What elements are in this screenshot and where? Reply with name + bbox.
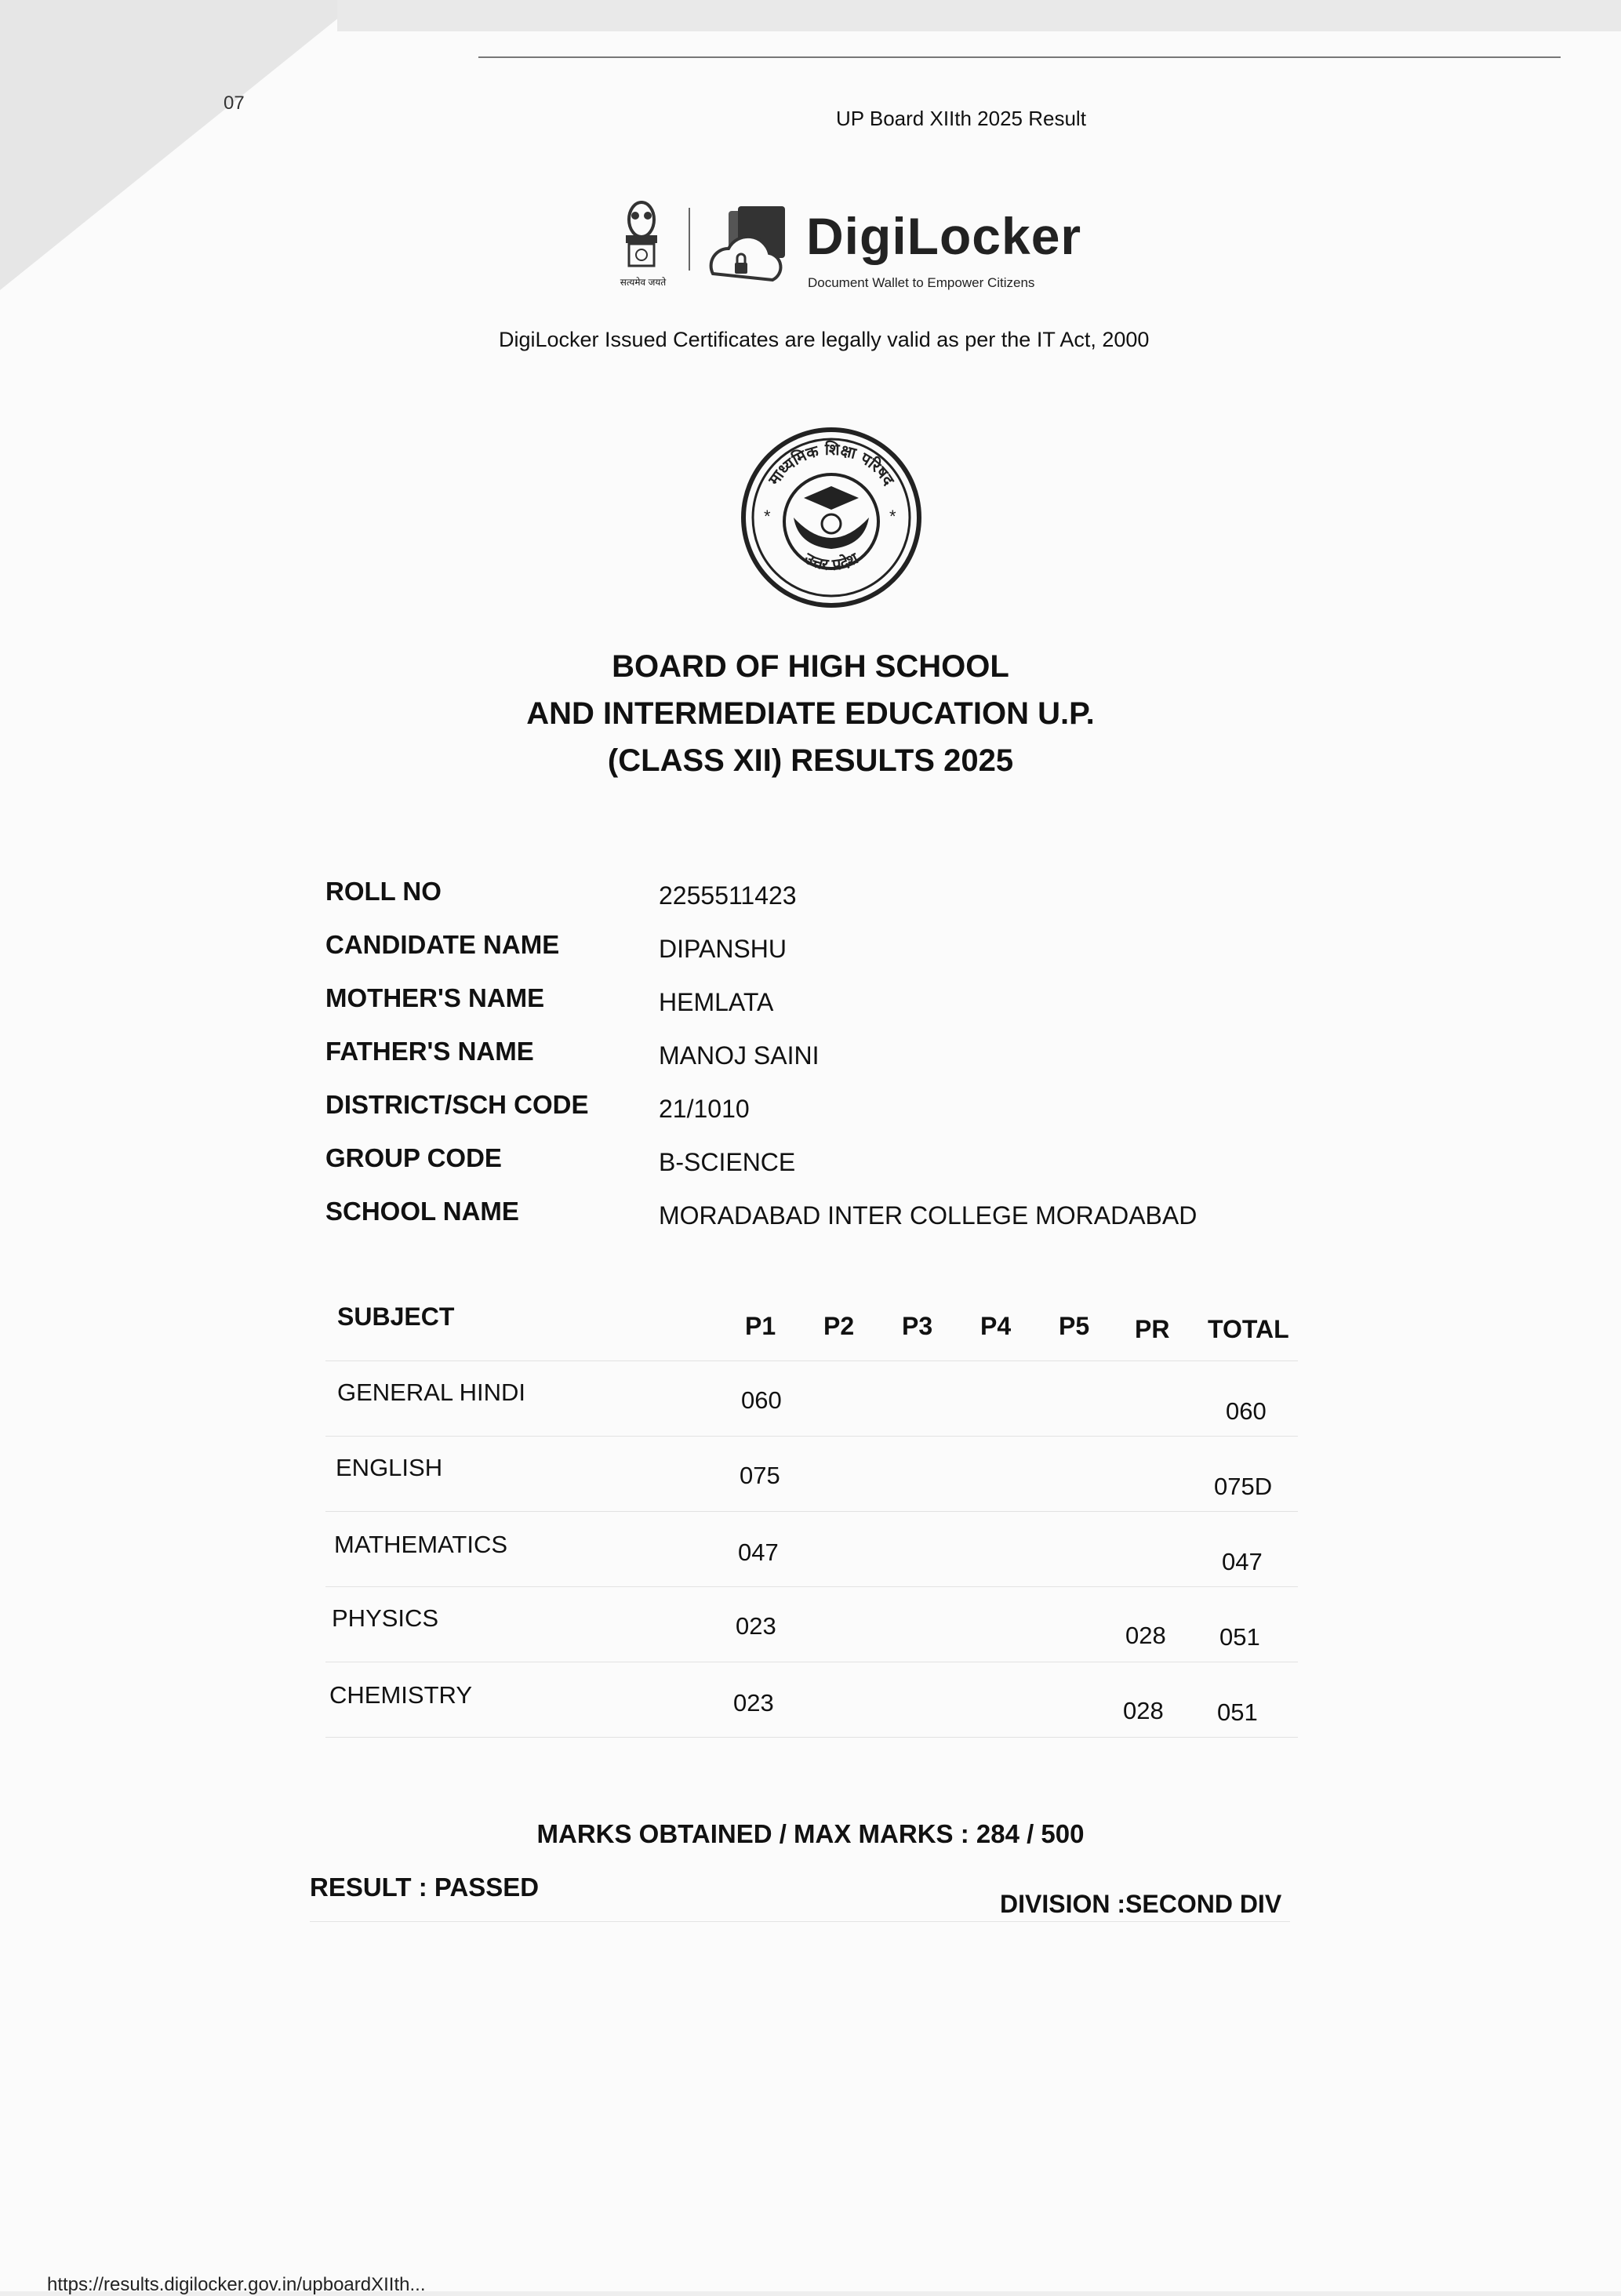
board-heading-line2: AND INTERMEDIATE EDUCATION U.P. bbox=[526, 696, 1095, 731]
info-row-district-code bbox=[325, 1090, 1267, 1143]
scan-edge bbox=[337, 0, 1621, 31]
info-row-mothers-name bbox=[325, 983, 1267, 1037]
board-heading-line3: (CLASS XII) RESULTS 2025 bbox=[607, 743, 1014, 778]
validity-note: DigiLocker Issued Certificates are legally valid as per the IT Act, 2000 bbox=[499, 328, 1150, 351]
header-pr: PR bbox=[1135, 1315, 1170, 1343]
header-p1: P1 bbox=[745, 1312, 776, 1340]
marks-row bbox=[325, 1361, 1298, 1437]
marks-subject: GENERAL HINDI bbox=[337, 1379, 526, 1406]
header-total: TOTAL bbox=[1208, 1315, 1289, 1343]
marks-row bbox=[325, 1587, 1298, 1662]
marks-pr: 028 bbox=[1125, 1622, 1166, 1649]
marks-pr: 028 bbox=[1123, 1697, 1164, 1724]
marks-total: 060 bbox=[1226, 1397, 1267, 1425]
board-heading-line1: BOARD OF HIGH SCHOOL bbox=[612, 649, 1009, 684]
marks-header-row bbox=[325, 1298, 1298, 1361]
marks-summary: MARKS OBTAINED / MAX MARKS : 284 / 500 bbox=[536, 1819, 1085, 1848]
marks-p1: 023 bbox=[733, 1689, 774, 1717]
info-label: GROUP CODE bbox=[325, 1143, 502, 1172]
info-value: DIPANSHU bbox=[659, 935, 787, 963]
header-rule bbox=[478, 56, 1561, 58]
marks-subject: CHEMISTRY bbox=[329, 1681, 473, 1709]
info-label: ROLL NO bbox=[325, 877, 442, 906]
marks-row bbox=[325, 1662, 1298, 1738]
info-value: 2255511423 bbox=[659, 881, 797, 910]
marks-p1: 060 bbox=[741, 1386, 782, 1414]
national-emblem-icon bbox=[618, 192, 665, 282]
info-row-roll-no bbox=[325, 877, 1267, 930]
info-label: CANDIDATE NAME bbox=[325, 930, 560, 959]
info-row-group-code bbox=[325, 1143, 1267, 1197]
seal-bottom-text: उत्तर प्रदेश bbox=[801, 548, 862, 575]
emblem-caption: सत्यमेव जयते bbox=[620, 277, 667, 288]
seal-top-text: माध्यमिक शिक्षा परिषद bbox=[764, 439, 899, 489]
info-label: DISTRICT/SCH CODE bbox=[325, 1090, 589, 1119]
info-label: MOTHER'S NAME bbox=[325, 983, 545, 1012]
candidate-details bbox=[325, 877, 1267, 1250]
info-row-fathers-name bbox=[325, 1037, 1267, 1090]
marks-p1: 047 bbox=[738, 1539, 779, 1566]
digilocker-tagline: Document Wallet to Empower Citizens bbox=[808, 275, 1035, 290]
info-row-school-name bbox=[325, 1197, 1267, 1250]
info-value: HEMLATA bbox=[659, 988, 774, 1016]
page-header-title: UP Board XIIth 2025 Result bbox=[836, 107, 1086, 130]
marks-subject: MATHEMATICS bbox=[334, 1531, 508, 1558]
board-seal-icon bbox=[737, 423, 925, 612]
footer-rule bbox=[310, 1921, 1290, 1922]
logo-divider bbox=[689, 208, 690, 271]
division-status: DIVISION :SECOND DIV bbox=[1000, 1890, 1282, 1918]
board-heading bbox=[0, 643, 1621, 784]
marks-total: 051 bbox=[1217, 1698, 1258, 1726]
svg-text:*: * bbox=[889, 507, 896, 526]
info-value: 21/1010 bbox=[659, 1095, 750, 1123]
folded-corner bbox=[0, 0, 361, 290]
result-status: RESULT : PASSED bbox=[310, 1873, 540, 1902]
info-value: MORADABAD INTER COLLEGE MORADABAD bbox=[659, 1201, 1198, 1230]
header-subject: SUBJECT bbox=[337, 1302, 455, 1331]
info-row-candidate-name bbox=[325, 930, 1267, 983]
digilocker-wordmark: DigiLocker bbox=[806, 207, 1082, 265]
header-p5: P5 bbox=[1059, 1312, 1090, 1340]
header-p3: P3 bbox=[902, 1312, 933, 1340]
marks-p1: 075 bbox=[740, 1462, 780, 1489]
marks-total: 075D bbox=[1214, 1473, 1273, 1500]
marks-total: 047 bbox=[1222, 1548, 1263, 1575]
svg-text:*: * bbox=[764, 507, 771, 526]
marks-row bbox=[325, 1512, 1298, 1587]
marks-subject: ENGLISH bbox=[336, 1454, 443, 1481]
digilocker-logo-icon bbox=[702, 206, 796, 289]
marks-table bbox=[325, 1298, 1298, 1738]
logo-row bbox=[612, 192, 1082, 302]
stray-mark: 07 bbox=[224, 93, 245, 114]
marks-total: 051 bbox=[1219, 1623, 1260, 1651]
header-p2: P2 bbox=[823, 1312, 855, 1340]
marks-subject: PHYSICS bbox=[332, 1604, 439, 1632]
info-value: MANOJ SAINI bbox=[659, 1041, 820, 1070]
marks-p1: 023 bbox=[736, 1612, 776, 1640]
footer-url: https://results.digilocker.gov.in/upboardXIIth... bbox=[47, 2274, 426, 2295]
marks-row bbox=[325, 1437, 1298, 1512]
info-label: FATHER'S NAME bbox=[325, 1037, 534, 1066]
info-label: SCHOOL NAME bbox=[325, 1197, 519, 1226]
info-value: B-SCIENCE bbox=[659, 1148, 796, 1176]
header-p4: P4 bbox=[980, 1312, 1012, 1340]
